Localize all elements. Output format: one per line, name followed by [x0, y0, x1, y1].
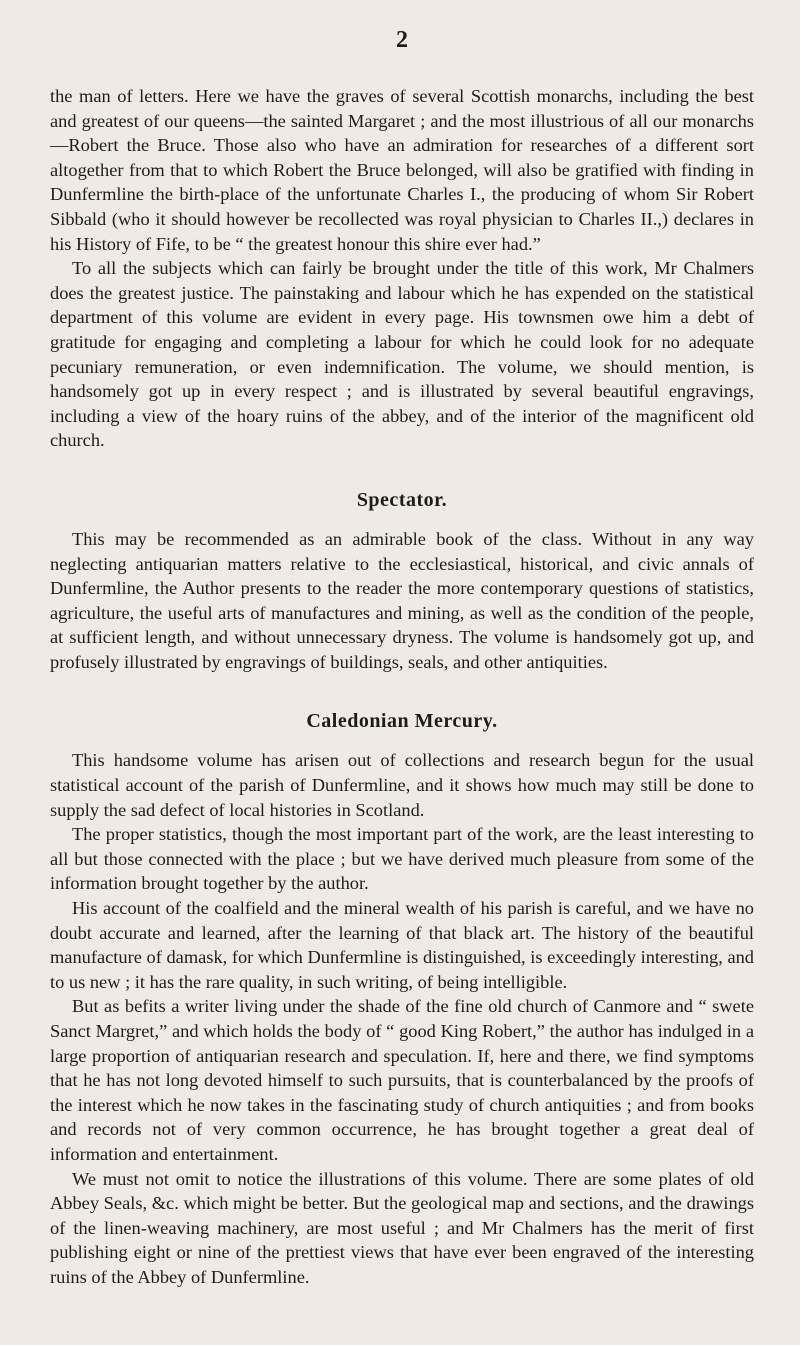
caledonian-paragraph-3: His account of the coalfield and the mineral wealth of his parish is careful, and we have no doubt accurate and learned, after the learning of that black art. The history of the beautiful manufacture of damask, for which Dunfermline is distinguished, is exceedingly interesting, and to us new ; it has the rare quality, in such writing, of being intelligible. — [50, 898, 754, 992]
caledonian-paragraph-1: This handsome volume has arisen out of collections and research begun for the usual statistical account of the parish of Dunfermline, and it shows how much may still be done to supply the sad defect of local histories in Scotland. — [50, 750, 754, 820]
caledonian-heading: Caledonian Mercury. — [306, 710, 498, 733]
spectator-section — [50, 487, 754, 675]
caledonian-section — [50, 708, 754, 1289]
caledonian-paragraph-2: The proper statistics, though the most important part of the work, are the least interesting to all but those connected with the place ; but we have derived much pleasure from some of the information brought together by the author. — [50, 824, 754, 894]
caledonian-paragraph-5: We must not omit to notice the illustrations of this volume. There are some plates of old Abbey Seals, &c. which might be better. But the geological map and sections, and the drawings of the linen-weaving machinery, are most useful ; and Mr Chalmers has the merit of first publishing eight or nine of the prettiest views that have ever been engraved of the interesting ruins of the Abbey of Dunfermline. — [50, 1168, 754, 1287]
spectator-heading: Spectator. — [356, 488, 448, 511]
page-number: 2 — [396, 27, 408, 53]
intro-paragraph-1: the man of letters. Here we have the graves of several Scottish monarchs, including the best and greatest of our queens—the sainted Margaret ; and the most illustrious of all our monarchs—Robert the Bruce. Those also who have an admiration for researches of a different sort altogether from that to which Robert the Bruce belonged, will also be gratified with finding in Dunfermline the birth-place of the unfortunate Charles I., the producing of whom Sir Robert Sibbald (who it should however be recollected was royal physician to Charles II.,) declares in his History of Fife, to be “ the greatest honour this shire ever had.” — [50, 86, 754, 254]
caledonian-paragraph-4: But as befits a writer living under the shade of the fine old church of Canmore and “ swete Sanct Margret,” and which holds the body of “ good King Robert,” the author has indulged in a large proportion of antiquarian research and speculation. If, here and there, we find symptoms that he has not long devoted himself to such pursuits, that is counterbalanced by the proofs of the interest which he now takes in the fascinating study of church antiquities ; and from books and records not of very common occurrence, he has brought together a great deal of information and entertainment. — [50, 996, 754, 1164]
spectator-paragraph-1: This may be recommended as an admirable book of the class. Without in any way neglecting antiquarian matters relative to the ecclesiastical, historical, and civic annals of Dunfermline, the Author presents to the reader the more contemporary questions of statistics, agriculture, the useful arts of manufactures and mining, as well as the condition of the people, at sufficient length, and without unnecessary dryness. The volume is handsomely got up, and profusely illustrated by engravings of buildings, seals, and other antiquities. — [50, 528, 754, 672]
intro-section — [50, 84, 754, 453]
intro-paragraph-2: To all the subjects which can fairly be brought under the title of this work, Mr Chalmers does the greatest justice. The painstaking and labour which he has expended on the statistical department of this volume are evident in every page. His townsmen owe him a debt of gratitude for engaging and completing a labour for which he could look for no adequate pecuniary remuneration, or even indemnification. The volume, we should mention, is handsomely got up in every respect ; and is illustrated by several beautiful engravings, including a view of the hoary ruins of the abbey, and of the interior of the magnificent old church. — [50, 258, 754, 451]
